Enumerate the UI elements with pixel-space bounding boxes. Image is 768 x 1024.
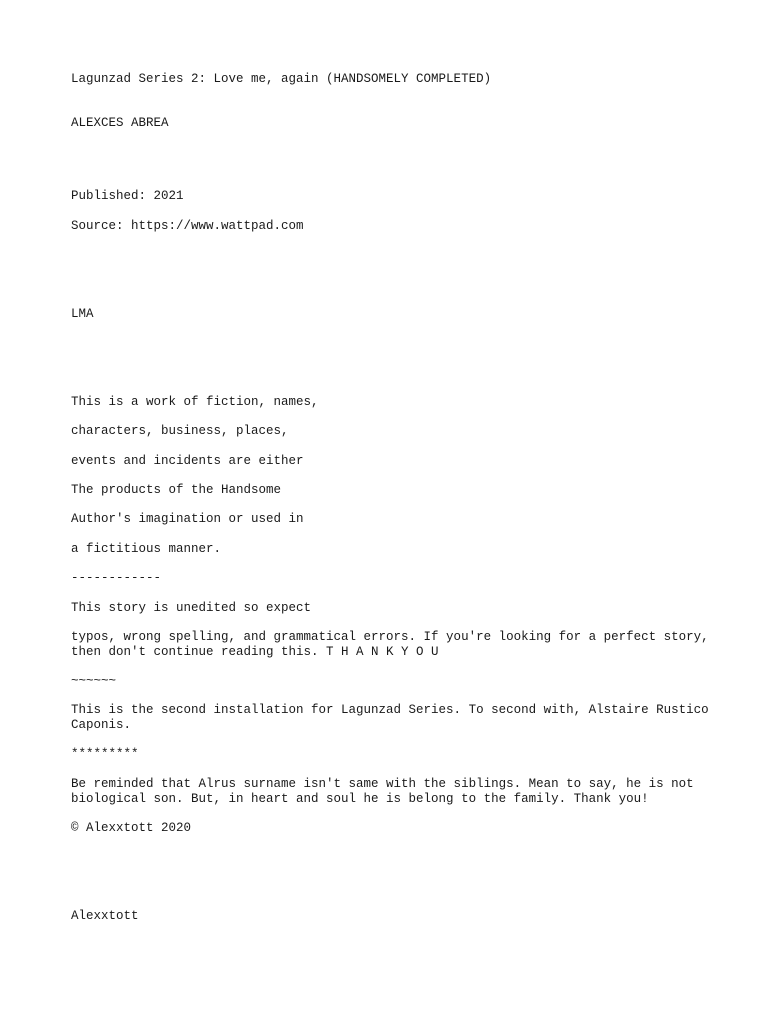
source-line: Source: https://www.wattpad.com [71, 219, 304, 233]
separator-dashes: ------------ [71, 571, 162, 585]
author-name: ALEXCES ABREA [71, 116, 169, 130]
disclaimer-line: events and incidents are either [71, 454, 304, 468]
dedication: LMA [71, 307, 94, 321]
disclaimer-line: characters, business, places, [71, 424, 289, 438]
installation-note: This is the second installation for Lagunzad Series. To second with, Alstaire Rustico Caponis. [71, 703, 717, 732]
separator-tildes: ~~~~~~ [71, 674, 117, 688]
copyright-line: © Alexxtott 2020 [71, 821, 192, 835]
unedited-intro: This story is unedited so expect [71, 601, 312, 615]
disclaimer-line: Author's imagination or used in [71, 512, 304, 526]
disclaimer-line: The products of the Handsome [71, 483, 282, 497]
disclaimer-line: a fictitious manner. [71, 542, 222, 556]
disclaimer-line: This is a work of fiction, names, [71, 395, 319, 409]
published-line: Published: 2021 [71, 189, 184, 203]
reminder-note: Be reminded that Alrus surname isn't same with the siblings. Mean to say, he is not biological son. But, in heart and soul he is belong to the family. Thank you! [71, 777, 702, 806]
book-title: Lagunzad Series 2: Love me, again (HANDSOMELY COMPLETED) [71, 72, 492, 86]
separator-stars: ********* [71, 747, 139, 761]
unedited-body: typos, wrong spelling, and grammatical errors. If you're looking for a perfect story, then don't continue reading this. T H A N K Y O U [71, 630, 717, 659]
author-signature: Alexxtott [71, 909, 139, 923]
